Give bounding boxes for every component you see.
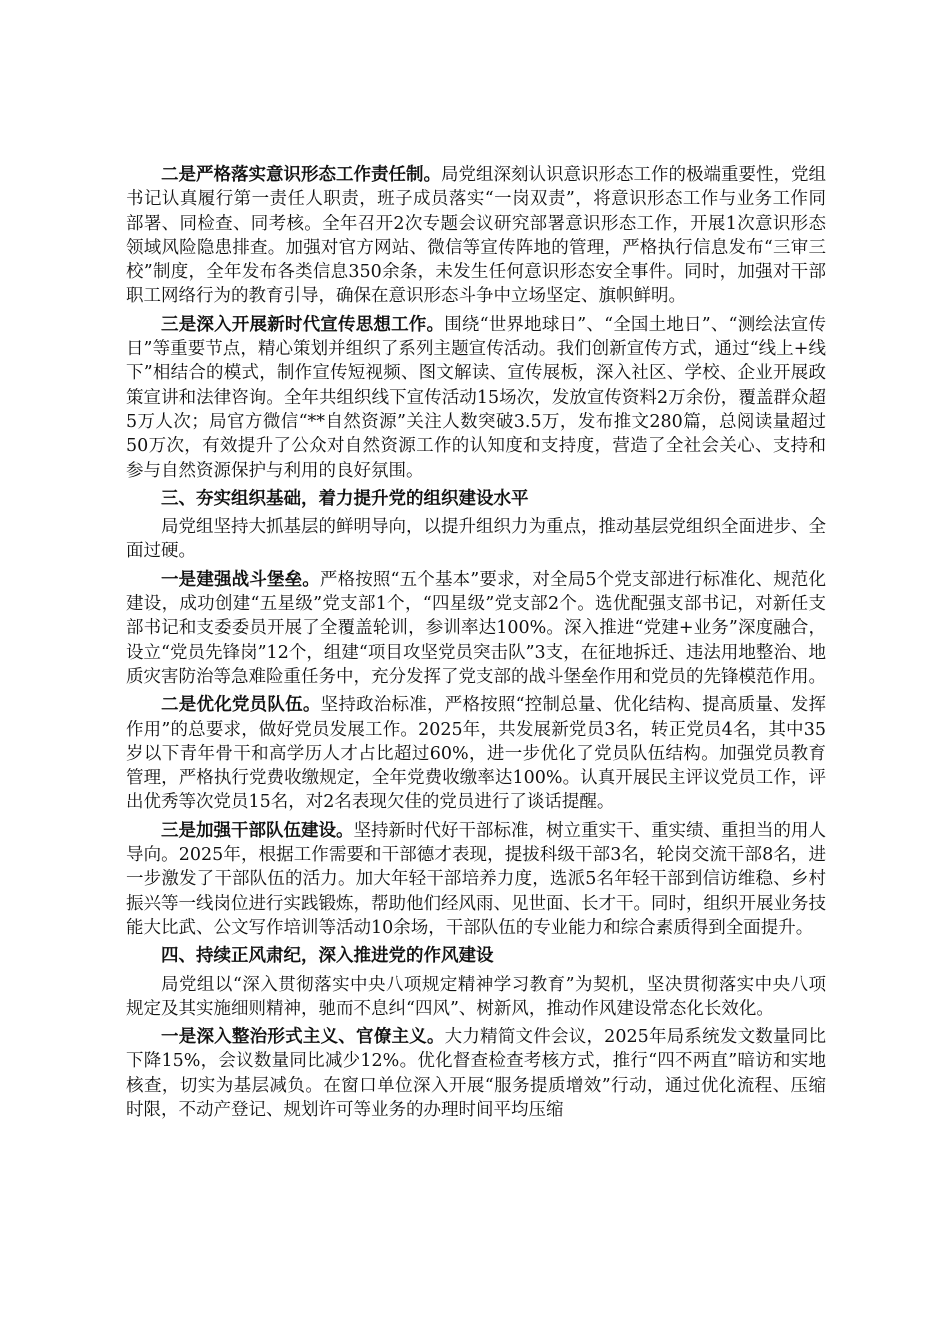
paragraph-body: 坚持新时代好干部标准，树立重实干、重实绩、重担当的用人导向。2025年，根据工作需要和干部德才表现，提拔科级干部3名，轮岗交流干部8名，进一步激发了干部队伍的活力。加大年轻干部培养力度，选派5名年轻干部到信访维稳、乡村振兴等一线岗位进行实践锻炼，帮助他们经风雨、见世面、长才干。同时，组织开展业务技能大比武、公文写作培训等活动10余场，干部队伍的专业能力和综合素质得到全面提升。 xyxy=(126,820,826,938)
paragraph-body: 大力精简文件会议，2025年局系统发文数量同比下降15%，会议数量同比减少12%。优化督查检查考核方式，推行“四不两直”暗访和实地核查，切实为基层减负。在窗口单位深入开展“服务提质增效”行动，通过优化流程、压缩时限，不动产登记、规划许可等业务的办理时间平均压缩 xyxy=(126,1027,826,1120)
paragraph-party-members xyxy=(126,693,826,814)
paragraph-party-branch xyxy=(126,568,826,689)
paragraph-body: 围绕“世界地球日”、“全国土地日”、“测绘法宣传日”等重要节点，精心策划并组织了系列主题宣传活动。我们创新宣传方式，通过“线上+线下”相结合的模式，制作宣传短视频、图文解读、宣传展板，深入社区、学校、企业开展政策宣讲和法律咨询。全年共组织线下宣传活动15场次，发放宣传资料2万余份，覆盖群众超5万人次；局官方微信“**自然资源”关注人数突破3.5万，发布推文280篇，总阅读量超过50万次，有效提升了公众对自然资源工作的认知度和支持度，营造了全社会关心、支持和参与自然资源保护与利用的良好氛围。 xyxy=(126,314,826,481)
paragraph-body: 局党组深刻认识意识形态工作的极端重要性，党组书记认真履行第一责任人职责，班子成员落实“一岗双责”，将意识形态工作与业务工作同部署、同检查、同考核。全年召开2次专题会议研究部署意识形态工作，开展1次意识形态领域风险隐患排查。加强对官方网站、微信等宣传阵地的管理，严格执行信息发布“三审三校”制度，全年发布各类信息350余条，未发生任何意识形态安全事件。同时，加强对干部职工网络行为的教育引导，确保在意识形态斗争中立场坚定、旗帜鲜明。 xyxy=(126,165,826,307)
paragraph-publicity-work xyxy=(126,313,826,483)
paragraph-organization-intro: 局党组坚持大抓基层的鲜明导向，以提升组织力为重点，推动基层党组织全面进步、全面过硬。 xyxy=(126,517,826,562)
document-page xyxy=(126,163,826,1126)
section-heading-conduct: 四、持续正风肃纪，深入推进党的作风建设 xyxy=(161,946,494,967)
paragraph-conduct-intro: 局党组以“深入贯彻落实中央八项规定精神学习教育”为契机，坚决贯彻落实中央八项规定及其实施细则精神，驰而不息纠“四风”、树新风，推动作风建设常态化长效化。 xyxy=(126,974,826,1019)
paragraph-lead: 三是深入开展新时代宣传思想工作。 xyxy=(161,314,445,335)
paragraph-body: 严格按照“五个基本”要求，对全局5个党支部进行标准化、规范化建设，成功创建“五星级”党支部1个，“四星级”党支部2个。选优配强支部书记，对新任支部书记和支委委员开展了全覆盖轮训，参训率达100%。深入推进“党建+业务”深度融合，设立“党员先锋岗”12个，组建“项目攻坚党员突击队”3支，在征地拆迁、违法用地整治、地质灾害防治等急难险重任务中，充分发挥了党支部的战斗堡垒作用和党员的先锋模范作用。 xyxy=(126,569,827,687)
paragraph-lead: 一是建强战斗堡垒。 xyxy=(161,569,320,590)
section-heading-organization: 三、夯实组织基础，着力提升党的组织建设水平 xyxy=(161,488,529,509)
paragraph-cadre-team xyxy=(126,819,826,940)
paragraph-lead: 三是加强干部队伍建设。 xyxy=(161,820,354,841)
paragraph-lead: 二是严格落实意识形态工作责任制。 xyxy=(161,165,441,185)
paragraph-lead: 二是优化党员队伍。 xyxy=(161,695,321,716)
paragraph-body: 坚持政治标准，严格按照“控制总量、优化结构、提高质量、发挥作用”的总要求，做好党员发展工作。2025年，共发展新党员3名，转正党员4名，其中35岁以下青年骨干和高学历人才占比超过60%，进一步优化了党员队伍结构。加强党员教育管理，严格执行党费收缴规定，全年党费收缴率达100%。认真开展民主评议党员工作，评出优秀等次党员15名，对2名表现欠佳的党员进行了谈话提醒。 xyxy=(126,695,827,813)
paragraph-formalism xyxy=(126,1025,826,1122)
paragraph-lead: 一是深入整治形式主义、官僚主义。 xyxy=(161,1027,445,1048)
paragraph-ideology-responsibility xyxy=(126,163,826,309)
